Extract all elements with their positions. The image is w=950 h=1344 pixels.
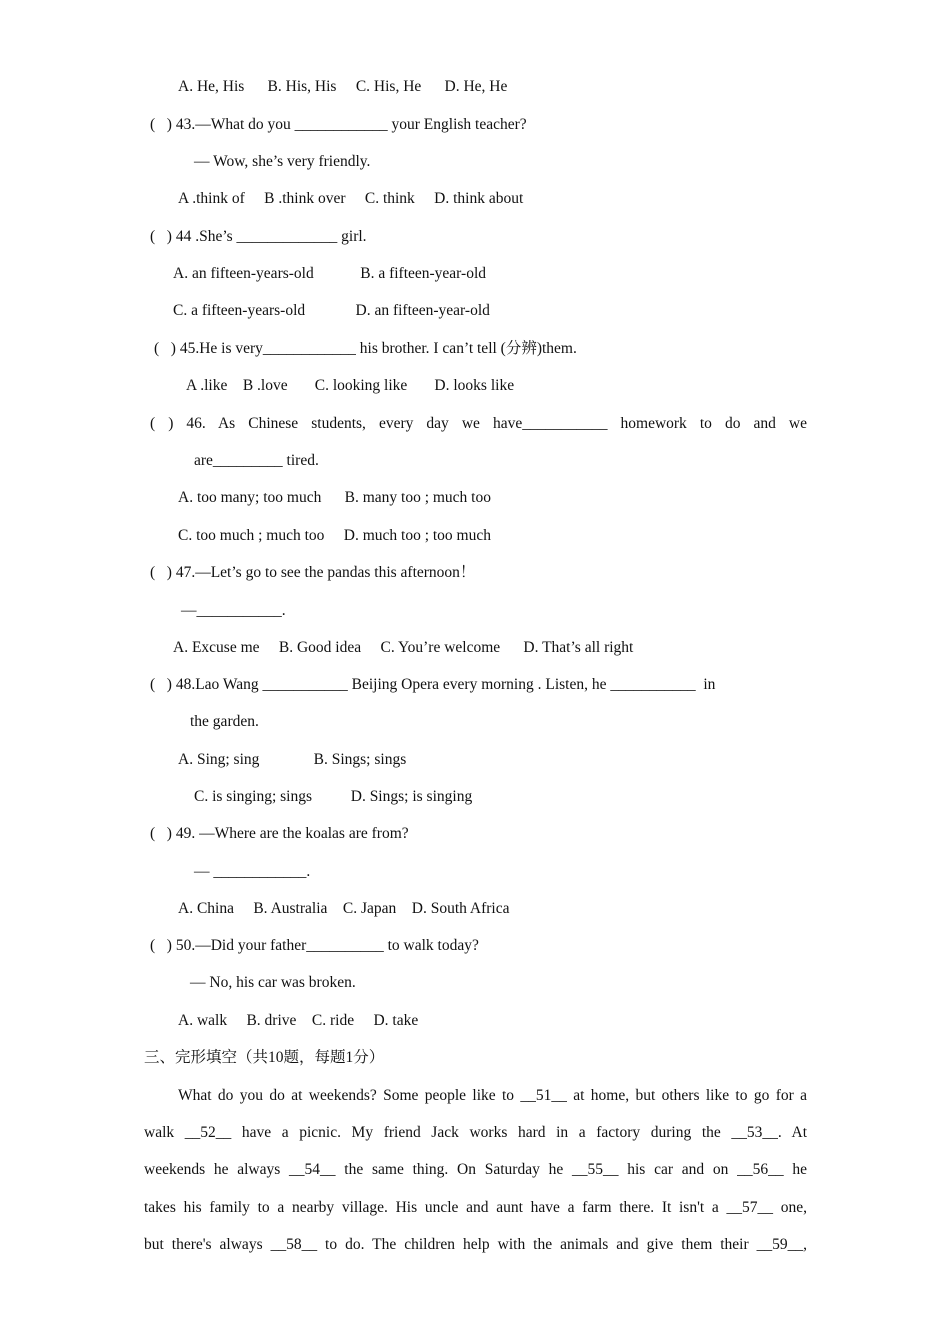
q50-dialogue-reply: — No, his car was broken. [190, 974, 356, 991]
cloze-paragraph-line-2: walk __52__ have a picnic. My friend Jack works hard in a factory during the __53__. At [144, 1124, 807, 1141]
cloze-paragraph-line-1: What do you do at weekends? Some people like to __51__ at home, but others like to go for a [178, 1087, 807, 1104]
cloze-paragraph-line-3: weekends he always __54__ the same thing. On Saturday he __55__ his car and on __56__ he [144, 1161, 807, 1178]
q50-question: ( ) 50.—Did your father__________ to walk today? [150, 937, 479, 954]
q47-dialogue-reply: —___________. [181, 602, 286, 619]
q46-question: ( ) 46. As Chinese students, every day we have___________ homework to do and we [150, 415, 807, 432]
q43-options: A .think of B .think over C. think D. think about [178, 190, 524, 207]
q43-question: ( ) 43.—What do you ____________ your English teacher? [150, 116, 527, 133]
q48-question: ( ) 48.Lao Wang ___________ Beijing Opera every morning . Listen, he ___________ in [150, 676, 716, 693]
cloze-paragraph-line-4: takes his family to a nearby village. His uncle and aunt have a farm there. It isn't a __57__ one, [144, 1199, 807, 1216]
q44-question: ( ) 44 .She’s _____________ girl. [150, 228, 367, 245]
q50-options: A. walk B. drive C. ride D. take [178, 1012, 419, 1029]
cloze-paragraph-line-5: but there's always __58__ to do. The children help with the animals and give them their __59__, [144, 1236, 807, 1253]
q44-options-ab: A. an fifteen-years-old B. a fifteen-year-old [173, 265, 487, 282]
q47-question: ( ) 47.—Let’s go to see the pandas this afternoon！ [150, 564, 476, 581]
q43-dialogue-reply: — Wow, she’s very friendly. [194, 153, 371, 170]
q46-options-cd: C. too much ; much too D. much too ; too much [178, 527, 491, 544]
q48-options-ab: A. Sing; sing B. Sings; sings [178, 751, 407, 768]
q47-options: A. Excuse me B. Good idea C. You’re welcome D. That’s all right [173, 639, 634, 656]
q45-options: A .like B .love C. looking like D. looks like [186, 377, 515, 394]
q48-question-cont: the garden. [190, 713, 259, 730]
q49-question: ( ) 49. —Where are the koalas are from? [150, 825, 409, 842]
q46-question-cont: are_________ tired. [194, 452, 319, 469]
q48-options-cd: C. is singing; sings D. Sings; is singing [194, 788, 473, 805]
q42-options: A. He, His B. His, His C. His, He D. He, He [178, 78, 508, 95]
q45-question: ( ) 45.He is very____________ his brother. I can’t tell (分辨)them. [154, 340, 577, 357]
q46-options-ab: A. too many; too much B. many too ; much too [178, 489, 491, 506]
q44-options-cd: C. a fifteen-years-old D. an fifteen-year-old [173, 302, 490, 319]
q49-dialogue-reply: — ____________. [194, 863, 311, 880]
q49-options: A. China B. Australia C. Japan D. South Africa [178, 900, 510, 917]
section-heading-cloze: 三、完形填空（共10题，每题1分） [144, 1049, 385, 1066]
